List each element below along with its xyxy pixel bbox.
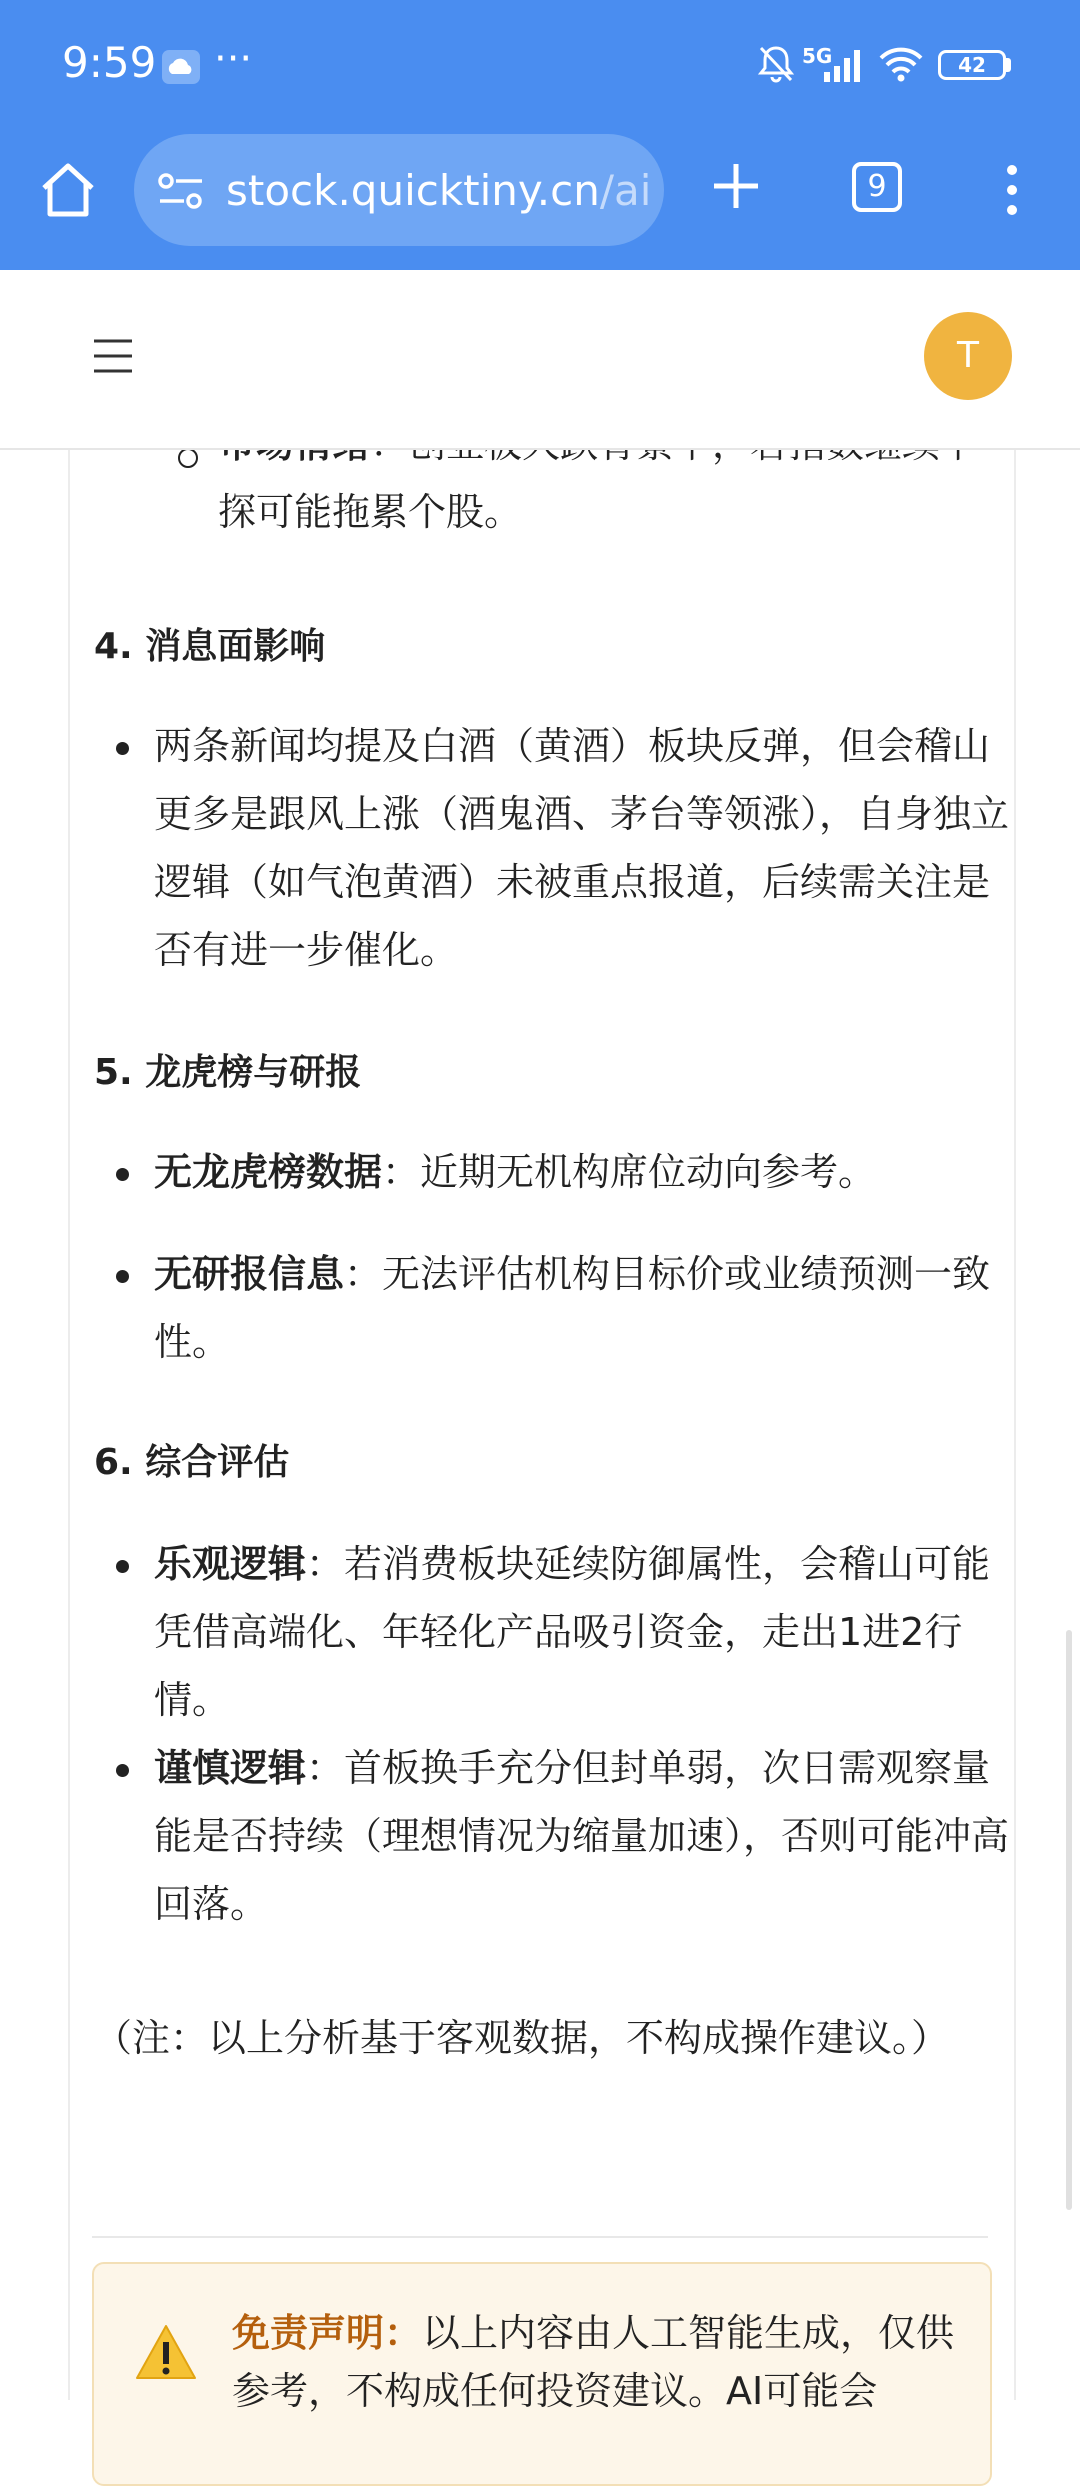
list-item-cautious bbox=[154, 1734, 1014, 1938]
signal-icon bbox=[822, 48, 864, 82]
item-text: ：首板换手充分但封单弱，次日需观察量能是否持续（理想情况为缩量加速），否则可能冲高回落。 bbox=[154, 1746, 1010, 1926]
status-bar bbox=[0, 0, 1080, 130]
item-label: 谨慎逻辑 bbox=[154, 1746, 307, 1790]
battery-indicator: 42 bbox=[938, 50, 1006, 80]
item-label: 无研报信息 bbox=[154, 1252, 345, 1296]
user-avatar[interactable]: T bbox=[924, 312, 1012, 400]
url-host: stock.quicktiny.cn bbox=[226, 166, 600, 215]
bullet bbox=[116, 1270, 129, 1283]
analysis-content bbox=[68, 448, 1016, 2400]
browser-toolbar bbox=[0, 130, 1080, 270]
disclaimer-note: （注：以上分析基于客观数据，不构成操作建议。） bbox=[94, 2016, 950, 2060]
bullet bbox=[116, 742, 129, 755]
section-title-6: 6. 综合评估 bbox=[94, 1442, 290, 1483]
item-label: 无龙虎榜数据 bbox=[154, 1150, 383, 1194]
item-text: 探可能拖累个股。 bbox=[218, 490, 523, 534]
sub-bullet bbox=[178, 448, 198, 468]
list-item-news: 两条新闻均提及白酒（黄酒）板块反弹，但会稽山更多是跟风上涨（酒鬼酒、茅台等领涨），自身独立逻辑（如气泡黄酒）未被重点报道，后续需关注是否有进一步催化。 bbox=[154, 724, 1010, 972]
more-menu-icon[interactable] bbox=[1000, 160, 1024, 220]
list-item-optimistic bbox=[154, 1530, 1014, 1734]
more-notifications-icon: ··· bbox=[214, 36, 253, 82]
item-text: ：近期无机构席位动向参考。 bbox=[382, 1150, 877, 1194]
wifi-icon bbox=[878, 46, 924, 82]
disclaimer-body: 以上内容由人工智能生成，仅供参考，不构成任何投资建议。AI可能会 bbox=[232, 2311, 955, 2413]
new-tab-icon[interactable] bbox=[708, 158, 764, 214]
network-type: 5G bbox=[802, 44, 833, 68]
url-path: /ai bbox=[599, 166, 652, 215]
bullet bbox=[116, 1560, 129, 1573]
item-label: 乐观逻辑 bbox=[154, 1542, 307, 1586]
bell-muted-icon bbox=[757, 44, 795, 84]
warning-icon bbox=[134, 2322, 198, 2382]
hamburger-menu-icon[interactable] bbox=[94, 338, 132, 374]
home-icon[interactable] bbox=[38, 160, 98, 220]
disclaimer-text bbox=[232, 2304, 972, 2420]
bullet bbox=[116, 1168, 129, 1181]
list-item-dragon-tiger bbox=[154, 1138, 1014, 1206]
item-text: ：若消费板块延续防御属性，会稽山可能凭借高端化、年轻化产品吸引资金，走出1进2行情。 bbox=[154, 1542, 991, 1722]
site-settings-icon[interactable] bbox=[158, 172, 204, 210]
cloud-icon bbox=[162, 50, 200, 84]
url-text[interactable] bbox=[226, 166, 651, 215]
section-title-4: 4. 消息面影响 bbox=[94, 626, 326, 667]
item-text: ：无法评估机构目标价或业绩预测一致性。 bbox=[154, 1252, 991, 1364]
section-divider bbox=[92, 2236, 988, 2238]
tab-switcher-button[interactable]: 9 bbox=[852, 162, 902, 212]
site-header bbox=[0, 270, 1080, 450]
list-item-research bbox=[154, 1240, 1014, 1376]
bullet bbox=[116, 1764, 129, 1777]
address-bar[interactable] bbox=[134, 134, 664, 246]
disclaimer-box bbox=[92, 2262, 992, 2486]
status-time: 9:59 bbox=[62, 38, 157, 87]
disclaimer-label: 免责声明： bbox=[232, 2311, 423, 2355]
page-scrollbar[interactable] bbox=[1066, 1630, 1072, 2210]
battery-nub bbox=[1006, 58, 1011, 72]
section-title-5: 5. 龙虎榜与研报 bbox=[94, 1052, 362, 1093]
